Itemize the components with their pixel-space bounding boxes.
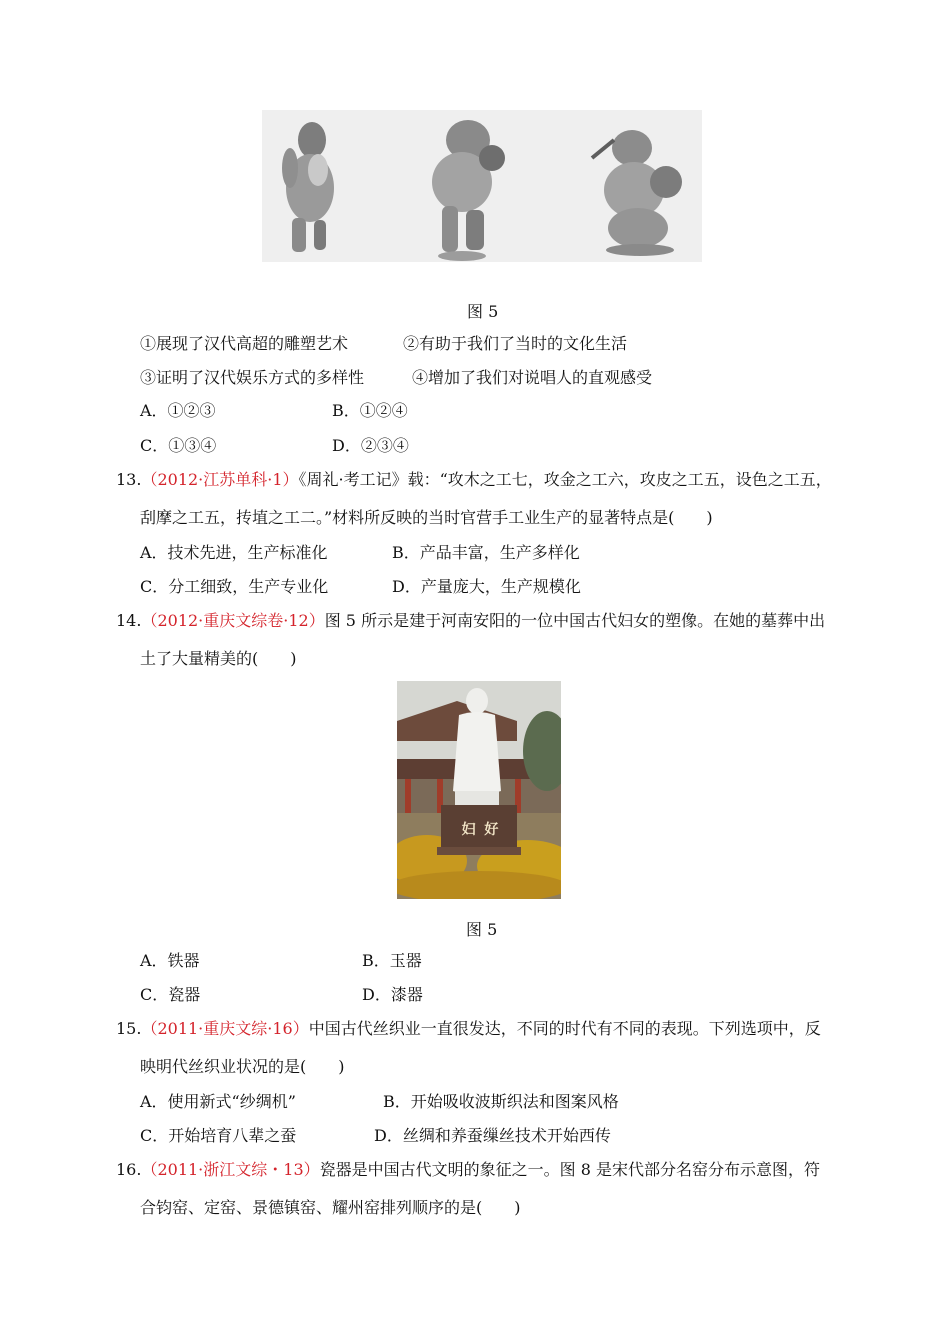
q14-option-a: A．铁器 — [140, 951, 200, 970]
question-13 — [116, 470, 832, 490]
question-13-text-cont: 刮摩之工五，抟埴之工二。”材料所反映的当时官营手工业生产的显著特点是( ) — [140, 508, 713, 527]
question-text: 中国古代丝织业一直很发达，不同的时代有不同的表现。下列选项中，反 — [308, 1019, 821, 1038]
question-source: （2011·浙江文综・13） — [141, 1160, 320, 1179]
statue-plaque-label: 妇 好 — [461, 822, 501, 838]
statement-3: ③证明了汉代娱乐方式的多样性 — [140, 368, 365, 387]
q14-option-d: D．漆器 — [362, 985, 423, 1004]
question-number: 14. — [116, 611, 142, 630]
fu-hao-statue-photo — [397, 681, 561, 899]
question-text: 瓷器是中国古代文明的象征之一。图 8 是宋代部分名窑分布示意图，符 — [319, 1160, 820, 1179]
q14-option-c: C．瓷器 — [140, 985, 201, 1004]
q13-option-d: D．产量庞大，生产规模化 — [392, 577, 581, 596]
question-source: （2011·重庆文综·16） — [141, 1019, 309, 1038]
q13-option-b: B．产品丰富，生产多样化 — [392, 543, 580, 562]
q15-option-c: C．开始培育八辈之蚕 — [140, 1126, 297, 1145]
question-source: （2012·江苏单科·1） — [141, 470, 299, 489]
q15-option-b: B．开始吸收波斯织法和图案风格 — [383, 1092, 619, 1111]
option-a: A．①②③ — [140, 401, 216, 420]
q13-option-c: C．分工细致，生产专业化 — [140, 577, 329, 596]
question-14 — [116, 611, 825, 631]
question-15-text-cont: 映明代丝织业状况的是( ) — [140, 1057, 345, 1076]
q13-option-a: A．技术先进，生产标准化 — [140, 543, 328, 562]
q14-option-b: B．玉器 — [362, 951, 422, 970]
storyteller-figurines-photo — [262, 110, 702, 262]
question-text: 《周礼·考工记》载：“攻木之工七，攻金之工六，攻皮之工五，设色之工五， — [298, 470, 832, 489]
option-c: C．①③④ — [140, 436, 217, 455]
q15-option-a: A．使用新式“纱绸机” — [140, 1092, 296, 1111]
statement-4: ④增加了我们对说唱人的直观感受 — [412, 368, 653, 387]
statement-1: ①展现了汉代高超的雕塑艺术 — [140, 334, 349, 353]
question-16-text-cont: 合钧窑、定窑、景德镇窑、耀州窑排列顺序的是( ) — [140, 1198, 521, 1217]
option-b: B．①②④ — [332, 401, 408, 420]
figure-caption-2: 图 5 — [466, 920, 498, 939]
option-d: D．②③④ — [332, 436, 409, 455]
question-14-text-cont: 土了大量精美的( ) — [140, 649, 297, 668]
question-text: 图 5 所示是建于河南安阳的一位中国古代妇女的塑像。在她的墓葬中出 — [324, 611, 826, 630]
statement-2: ②有助于我们了当时的文化生活 — [403, 334, 628, 353]
question-16 — [116, 1160, 820, 1180]
question-number: 13. — [116, 470, 142, 489]
figure-caption: 图 5 — [467, 302, 499, 321]
question-source: （2012·重庆文综卷·12） — [141, 611, 325, 630]
question-number: 15. — [116, 1019, 142, 1038]
question-15 — [116, 1019, 821, 1039]
question-number: 16. — [116, 1160, 142, 1179]
q15-option-d: D．丝绸和养蚕缫丝技术开始西传 — [374, 1126, 611, 1145]
